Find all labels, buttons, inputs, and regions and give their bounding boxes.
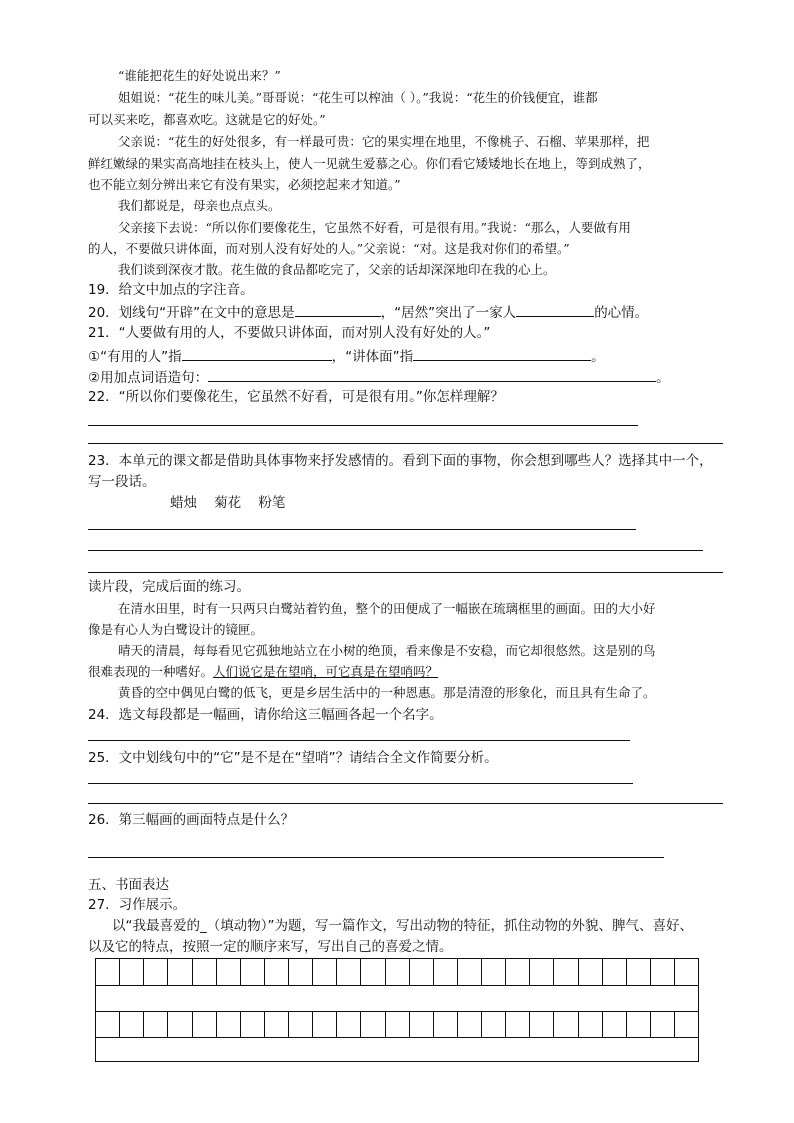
answer-line[interactable] [88,425,638,426]
section-heading: 五、书面表达 [88,877,169,893]
answer-blank[interactable] [413,346,591,361]
question-21: 21．“人要做有用的人，不要做只讲体面，而对别人没有好处的人。” [88,325,491,341]
question-24: 24．选文每段都是一幅画，请你给这三幅画各起一个名字。 [88,707,443,723]
question-21-part2: ②用加点词语造句： 。 [88,367,670,387]
question-26: 26．第三幅画的画面特点是什么？ [88,812,295,828]
answer-blank[interactable] [208,367,656,382]
question-20: 20．划线句“开辟”在文中的意思是 ，“居然”突出了一家人 的心情。 [88,302,648,322]
passage-line: 可以买来吃，都喜欢吃。这就是它的好处。” [88,112,326,127]
question-21-part1: ①“有用的人”指 ，“讲体面”指 。 [88,346,605,366]
passage-line: 很难表现的一种嗜好。人们说它是在望哨，可它真是在望哨吗？ [88,664,439,679]
passage-line: 像是有心人为白鹭设计的镜匣。 [88,622,264,637]
question-23: 23．本单元的课文都是借助具体事物来抒发感情的。看到下面的事物，你会想到哪些人？选择其中一个， [88,453,713,469]
question-23-items: 蜡烛 菊花 粉笔 [170,495,286,511]
passage-line: 在清水田里，时有一只两只白鹭站着钓鱼，整个的田便成了一幅嵌在琉璃框里的画面。田的大小好 [118,601,656,616]
reading-instruction: 读片段，完成后面的练习。 [88,579,250,595]
passage-line: 鲜红嫩绿的果实高高地挂在枝头上，使人一见就生爱慕之心。你们看它矮矮地长在地上，等到成熟了， [88,156,651,171]
answer-line[interactable] [88,740,630,741]
answer-blank[interactable] [516,302,594,317]
passage-line: 的人，不要做只讲体面，而对别人没有好处的人。”父亲说：“对。这是我对你们的希望。” [88,241,570,256]
grid-row[interactable] [96,1011,698,1038]
answer-line[interactable] [88,550,703,551]
grid-spacer-row [96,1037,698,1061]
question-27: 27．习作展示。 [88,897,187,913]
underlined-sentence: 人们说它是在望哨，可它真是在望哨吗？ [213,664,439,679]
passage-line: “谁能把花生的好处说出来？” [118,68,281,83]
question-25: 25．文中划线句中的“它”是不是在“望哨”？请结合全文作简要分析。 [88,750,498,766]
question-19: 19．给文中加点的字注音。 [88,282,254,298]
passage-line: 父亲接下去说：“所以你们要像花生，它虽然不好看，可是很有用。”我说：“那么，人要做有用 [118,220,631,235]
answer-line[interactable] [88,443,723,444]
grid-row[interactable] [96,959,698,986]
passage-line: 我们都说是，母亲也点点头。 [118,198,281,213]
answer-line[interactable] [88,783,633,784]
passage-line: 父亲说：“花生的好处很多，有一样最可贵：它的果实埋在地里，不像桃子、石榴、苹果那样，把 [118,134,650,149]
answer-line[interactable] [88,803,723,804]
passage-line: 也不能立刻分辨出来它有没有果实，必须挖起来才知道。” [88,177,401,192]
passage-line: 黄昏的空中偶见白鹭的低飞，更是乡居生活中的一种恩惠。那是清澄的形象化，而且具有生命了。 [118,685,656,700]
question-27-prompt-cont: 以及它的特点，按照一定的顺序来写，写出自己的喜爱之情。 [88,939,453,955]
question-23-cont: 写一段话。 [88,474,156,490]
passage-line: 姐姐说：“花生的味儿美。”哥哥说：“花生可以榨油（ ）。”我说：“花生的价钱便宜，谁都 [118,90,598,105]
passage-line: 晴天的清晨，每每看见它孤独地站立在小树的绝顶，看来像是不安稳，而它却很悠然。这是别的鸟 [118,643,656,658]
composition-grid[interactable] [95,958,699,1062]
question-22: 22．“所以你们要像花生，它虽然不好看，可是很有用。”你怎样理解？ [88,389,504,405]
answer-line[interactable] [88,529,636,530]
grid-spacer-row [96,985,698,1012]
answer-line[interactable] [88,857,664,858]
answer-blank[interactable] [295,302,381,317]
question-27-prompt: 以“我最喜爱的_（填动物）”为题，写一篇作文，写出动物的特征，抓住动物的外貌、脾气、喜好、 [112,918,693,934]
passage-line: 我们谈到深夜才散。花生做的食品都吃完了，父亲的话却深深地印在我的心上。 [118,262,556,277]
answer-blank[interactable] [182,346,332,361]
answer-line[interactable] [88,572,723,573]
